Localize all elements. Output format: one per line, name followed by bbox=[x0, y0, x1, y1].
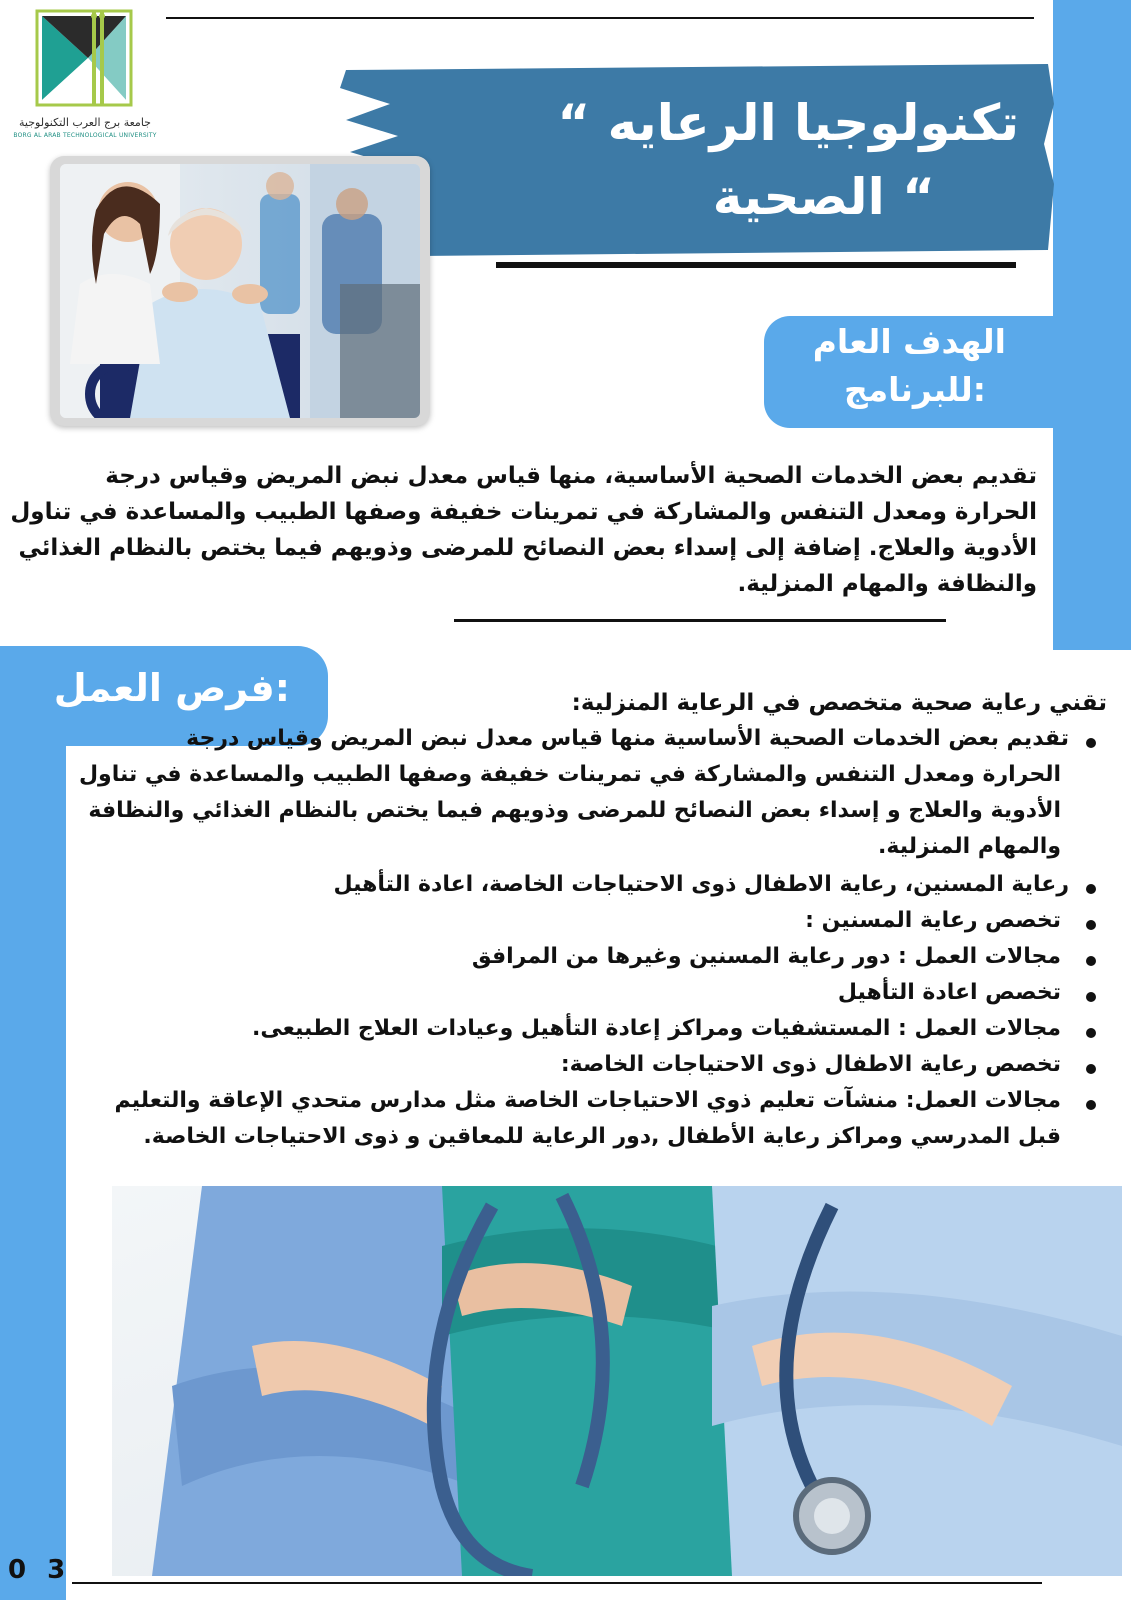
list-item-line: مجالات العمل : المستشفيات ومراكز إعادة التأهيل وعيادات العلاج الطبيعى. bbox=[252, 1016, 1061, 1041]
logo-name-english: BORG AL ARAB TECHNOLOGICAL UNIVERSITY bbox=[13, 132, 157, 139]
logo-name-arabic: جامعة برج العرب التكنولوجية bbox=[19, 116, 151, 129]
bullet bbox=[1086, 1100, 1096, 1110]
bullet bbox=[1086, 956, 1096, 966]
list-item-line: قبل المدرسي ومراكز رعاية الأطفال ,دور الرعاية للمعاقين و ذوى الاحتياجات الخاصة. bbox=[143, 1124, 1061, 1149]
list-item-line: مجالات العمل : دور رعاية المسنين وغيرها من المرافق bbox=[471, 944, 1061, 969]
list-item-line: والمهام المنزلية. bbox=[878, 834, 1061, 859]
goal-paragraph-line: الحرارة ومعدل التنفس والمشاركة في تمرينات خفيفة وصفها الطبيب والمساعدة في تناول bbox=[10, 499, 1037, 525]
goal-heading-line-1: الهدف العام bbox=[812, 322, 1006, 361]
top-rule bbox=[166, 17, 1034, 19]
university-logo bbox=[34, 8, 134, 108]
goal-paragraph-line: والنظافة والمهام المنزلية. bbox=[737, 571, 1037, 597]
title-underline bbox=[496, 262, 1016, 268]
goal-paragraph-line: تقديم بعض الخدمات الصحية الأساسية، منها قياس معدل نبض المريض وقياس درجة bbox=[105, 463, 1037, 489]
bullet bbox=[1086, 738, 1096, 748]
section-divider bbox=[454, 619, 946, 622]
list-item-line: تخصص رعاية الاطفال ذوى الاحتياجات الخاصة: bbox=[560, 1052, 1061, 1077]
list-item-line: تخصص اعادة التأهيل bbox=[837, 980, 1061, 1005]
bullet bbox=[1086, 1028, 1096, 1038]
medical-staff-photo bbox=[112, 1186, 1122, 1576]
bullet bbox=[1086, 992, 1096, 1002]
goal-heading-line-2: للبرنامج: bbox=[843, 370, 986, 409]
list-item-line: الأدوية والعلاج و إسداء بعض النصائح للمرضى وذويهم فيما يختص بالنظام الغذائي والنظافة bbox=[88, 798, 1061, 823]
work-intro: تقني رعاية صحية متخصص في الرعاية المنزلية: bbox=[571, 690, 1107, 716]
title-banner bbox=[340, 64, 1054, 256]
bullet bbox=[1086, 1064, 1096, 1074]
bullet bbox=[1086, 920, 1096, 930]
list-item-line: تخصص رعاية المسنين : bbox=[805, 908, 1061, 933]
left-accent-bar bbox=[0, 650, 66, 1600]
goal-paragraph-line: الأدوية والعلاج. إضافة إلى إسداء بعض النصائح للمرضى وذويهم فيما يختص بالنظام الغذائي bbox=[18, 535, 1037, 561]
title-line-1: “ تكنولوجيا الرعايه bbox=[557, 94, 1019, 152]
title-line-2: الصحية “ bbox=[712, 168, 935, 226]
list-item-line: الحرارة ومعدل التنفس والمشاركة في تمرينات خفيفة وصفها الطبيب والمساعدة في تناول bbox=[78, 762, 1061, 787]
list-item-line: تقديم بعض الخدمات الصحية الأساسية منها قياس معدل نبض المريض وقياس درجة bbox=[186, 726, 1069, 751]
list-item-line: رعاية المسنين، رعاية الاطفال ذوى الاحتياجات الخاصة، اعادة التأهيل bbox=[333, 872, 1069, 897]
bullet bbox=[1086, 884, 1096, 894]
bottom-rule bbox=[72, 1582, 1042, 1584]
work-heading: فرص العمل: bbox=[53, 666, 290, 710]
goal-heading-pill bbox=[764, 316, 1084, 428]
caregiver-elderly-photo bbox=[50, 156, 430, 426]
page-number: 0 3 bbox=[8, 1555, 72, 1585]
list-item-line: مجالات العمل: منشآت تعليم ذوي الاحتياجات الخاصة مثل مدارس متحدي الإعاقة والتعليم bbox=[114, 1088, 1061, 1113]
